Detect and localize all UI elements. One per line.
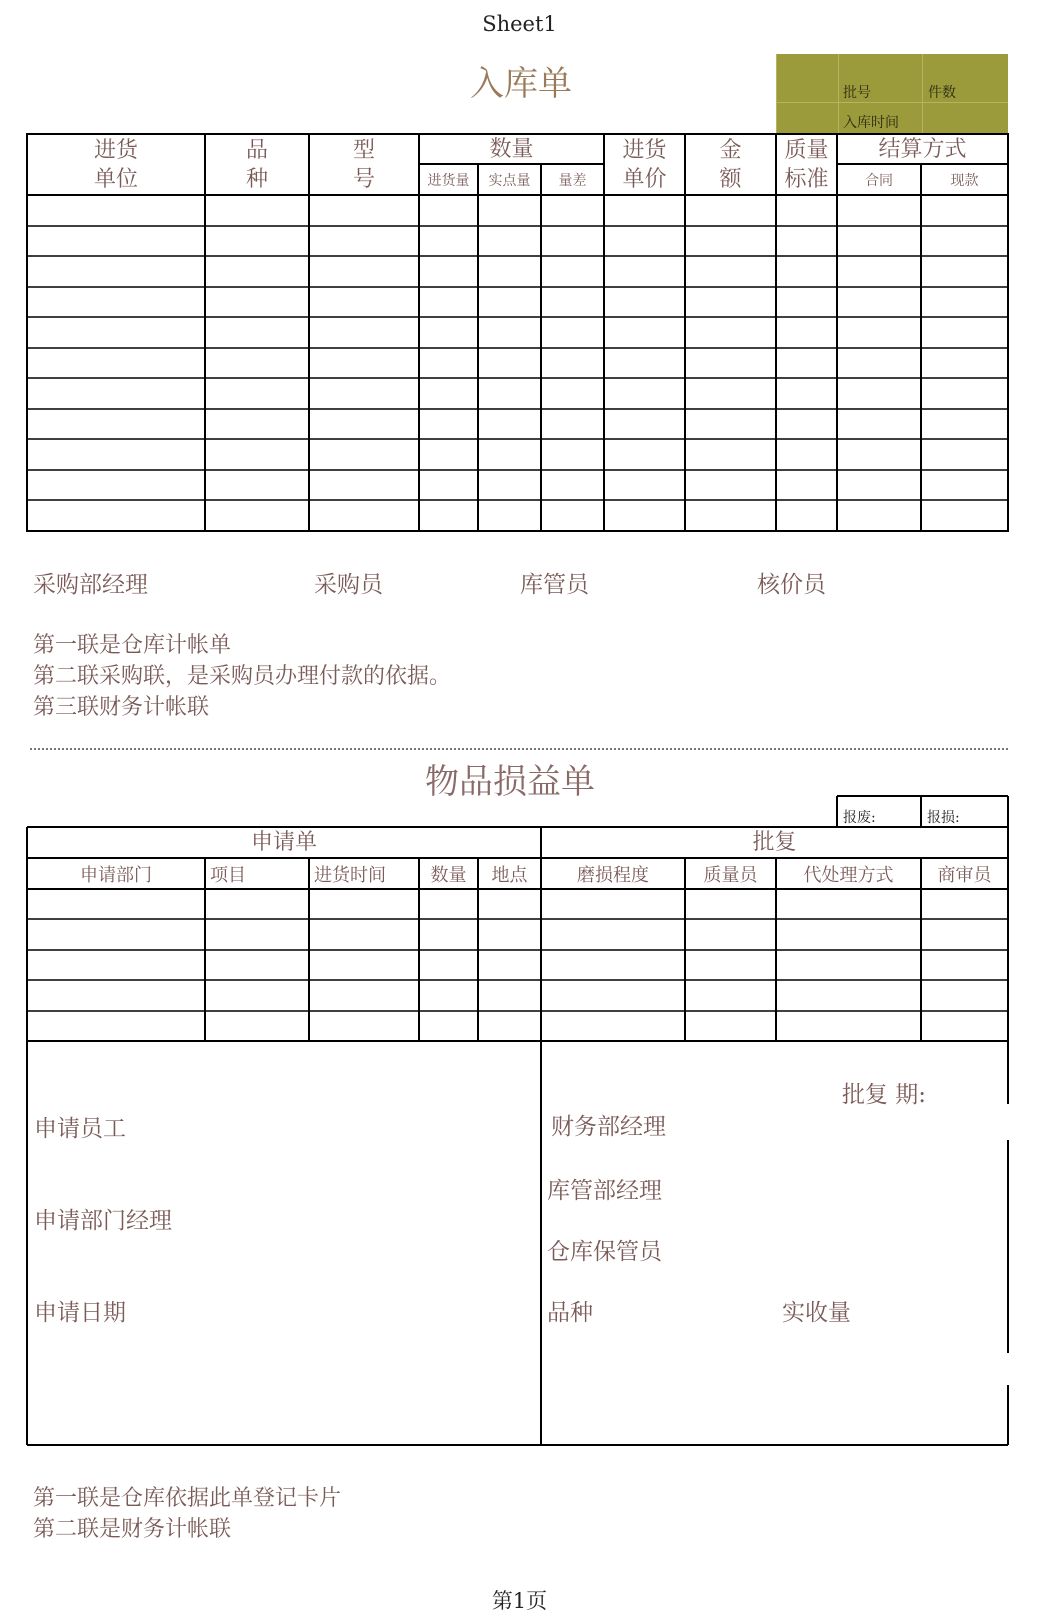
form2-note-1: 第一联是仓库依据此单登记卡片 — [33, 1486, 342, 1511]
col-unit-price-line2: 单价 — [622, 166, 667, 192]
col-qty-diff: 量差 — [558, 172, 587, 189]
col-unit-price — [604, 134, 685, 195]
label-dept-manager: 申请部门经理 — [34, 1208, 172, 1234]
pieces-label: 件数 — [928, 85, 956, 101]
label-warehouse-manager: 库管部经理 — [547, 1178, 662, 1204]
col-variety — [205, 134, 309, 195]
label-applicant: 申请员工 — [34, 1116, 126, 1142]
col-supplier-line2: 单位 — [93, 166, 138, 192]
page-number: 第1页 — [491, 1589, 548, 1613]
label-storekeeper: 仓库保管员 — [547, 1239, 662, 1265]
col-apply-dept: 申请部门 — [80, 864, 152, 886]
col-quantity: 数量 — [489, 136, 534, 162]
col-quality-inspector: 质量员 — [703, 864, 758, 886]
label-apply-date: 申请日期 — [34, 1300, 126, 1326]
sheet-name: Sheet1 — [482, 12, 557, 36]
batch-no-label: 批号 — [843, 85, 871, 101]
col-quality-line2: 标准 — [784, 166, 829, 192]
col-supplier — [27, 134, 205, 195]
signature-warehouse-keeper: 库管员 — [520, 572, 589, 598]
col-variety-line2: 种 — [245, 166, 268, 192]
col-settlement: 结算方式 — [878, 136, 967, 162]
signature-price-checker: 核价员 — [757, 572, 826, 598]
form1-note-3: 第三联财务计帐联 — [33, 695, 210, 720]
col-qty: 数量 — [430, 864, 467, 886]
col-location: 地点 — [491, 864, 528, 886]
col-qty-received: 进货量 — [427, 172, 470, 189]
scrap-label: 报废: — [843, 810, 876, 826]
signature-purchasing-manager: 采购部经理 — [33, 572, 148, 598]
col-purchase-time: 进货时间 — [314, 864, 386, 886]
col-amount-line1: 金 — [719, 137, 742, 163]
col-model-line1: 型 — [352, 137, 375, 163]
col-quality-line1: 质量 — [784, 137, 829, 163]
col-handling-method: 代处理方式 — [803, 864, 894, 886]
group-reply: 批复 — [752, 830, 797, 855]
label-received-qty: 实收量 — [782, 1300, 851, 1326]
form1-note-2: 第二联采购联，是采购员办理付款的依据。 — [33, 664, 452, 689]
in-time-label: 入库时间 — [843, 115, 899, 131]
col-supplier-line1: 进货 — [93, 137, 138, 163]
form2-note-2: 第二联是财务计帐联 — [33, 1517, 232, 1542]
col-settle-cash: 现款 — [950, 172, 979, 189]
col-settle-contract: 合同 — [865, 172, 893, 189]
col-quality — [776, 134, 837, 195]
col-model-line2: 号 — [352, 166, 375, 192]
col-item: 项目 — [210, 864, 246, 886]
col-qty-counted: 实点量 — [488, 172, 531, 189]
col-variety-line1: 品 — [245, 137, 268, 163]
form1-note-1: 第一联是仓库计帐单 — [33, 633, 232, 658]
col-amount — [685, 134, 776, 195]
label-finance-manager: 财务部经理 — [551, 1114, 666, 1140]
col-unit-price-line1: 进货 — [622, 137, 667, 163]
label-variety: 品种 — [547, 1300, 593, 1326]
col-wear-degree: 磨损程度 — [577, 864, 649, 886]
group-apply: 申请单 — [250, 830, 317, 855]
label-reply-date: 批复 期: — [842, 1082, 927, 1108]
signature-purchaser: 采购员 — [314, 572, 383, 598]
col-model — [309, 134, 419, 195]
damage-label: 报损: — [927, 810, 960, 826]
col-reviewer: 商审员 — [937, 864, 992, 886]
col-amount-line2: 额 — [719, 166, 742, 192]
batch-info-box — [776, 54, 1008, 134]
form2-title: 物品损益单 — [425, 762, 595, 802]
cut-line-divider — [30, 748, 1008, 750]
form1-title: 入库单 — [470, 64, 572, 104]
